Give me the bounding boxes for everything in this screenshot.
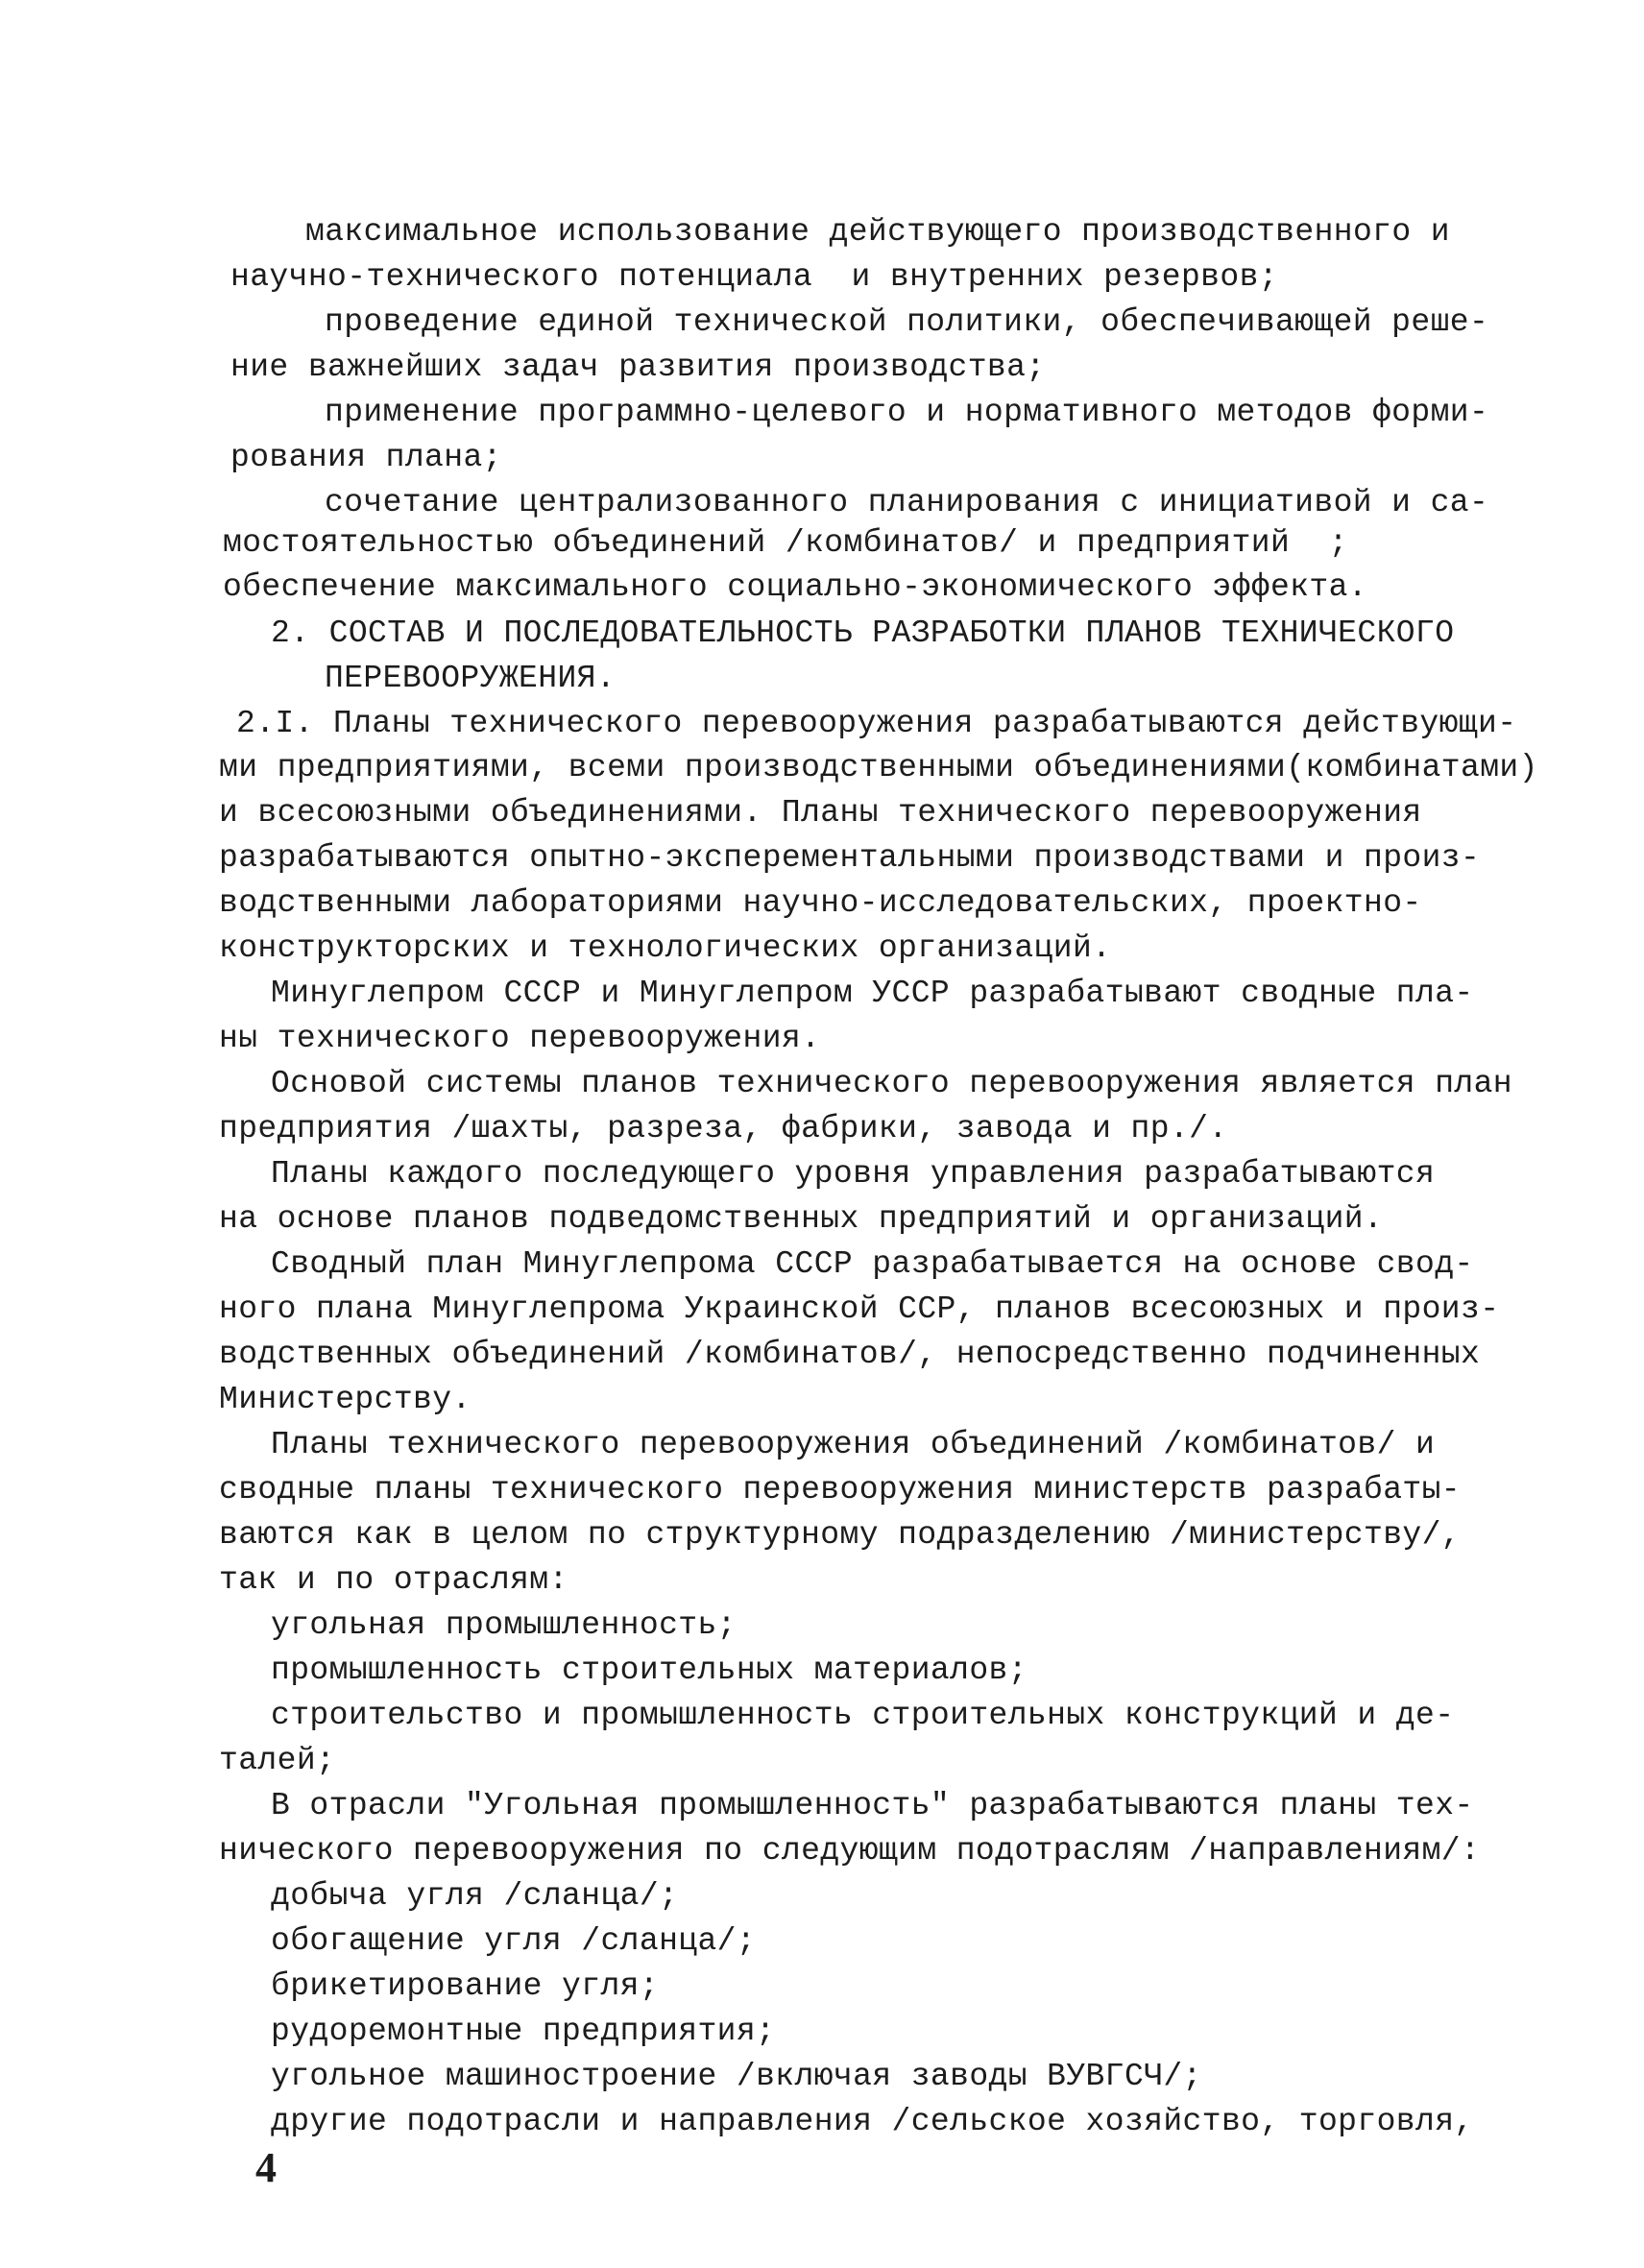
page-number: 4 bbox=[255, 2144, 277, 2191]
text-line: рования плана; bbox=[230, 440, 502, 475]
list-item: добыча угля /сланца/; bbox=[271, 1878, 679, 1914]
list-item: рудоремонтные предприятия; bbox=[271, 2014, 776, 2049]
text-line: максимальное использование действующего производственного и bbox=[305, 214, 1450, 250]
text-line: Сводный план Минуглепрома СССР разрабатывается на основе свод- bbox=[271, 1246, 1474, 1282]
text-line: нического перевооружения по следующим подотраслям /направлениям/: bbox=[219, 1833, 1481, 1869]
list-item: промышленность строительных материалов; bbox=[271, 1653, 1028, 1688]
text-line: сводные планы технического перевооружения министерств разрабаты- bbox=[219, 1472, 1462, 1508]
list-item: угольная промышленность; bbox=[271, 1607, 737, 1643]
text-line: Министерству. bbox=[219, 1382, 471, 1417]
text-line: разрабатываются опытно-эксперементальными производствами и произ- bbox=[219, 840, 1481, 876]
list-item: брикетирование угля; bbox=[271, 1968, 660, 2004]
text-line: ми предприятиями, всеми производственными объединениями(комбинатами) bbox=[219, 750, 1538, 785]
text-line: водственными лабораториями научно-исследовательских, проектно- bbox=[219, 885, 1422, 921]
text-line: проведение единой технической политики, обеспечивающей реше- bbox=[325, 304, 1489, 340]
text-line: В отрасли "Угольная промышленность" разрабатываются планы тех- bbox=[271, 1788, 1474, 1823]
text-line: так и по отраслям: bbox=[219, 1562, 568, 1598]
list-item: угольное машиностроение /включая заводы ВУВГСЧ/; bbox=[271, 2059, 1202, 2094]
list-item: строительство и промышленность строительных конструкций и де- bbox=[271, 1698, 1455, 1733]
text-line: научно-технического потенциала и внутренних резервов; bbox=[230, 259, 1278, 295]
text-line: предприятия /шахты, разреза, фабрики, завода и пр./. bbox=[219, 1111, 1228, 1146]
text-line: конструкторских и технологических организаций. bbox=[219, 930, 1112, 966]
text-line: и всесоюзными объединениями. Планы технического перевооружения bbox=[219, 795, 1422, 831]
list-item: другие подотрасли и направления /сельское хозяйство, торговля, bbox=[271, 2104, 1474, 2139]
text-line: Планы технического перевооружения объединений /комбинатов/ и bbox=[271, 1427, 1436, 1462]
text-line: сочетание централизованного планирования с инициативой и са- bbox=[325, 485, 1489, 520]
text-line: ние важнейших задач развития производства; bbox=[230, 350, 1046, 385]
text-line: применение программно-целевого и нормативного методов форми- bbox=[325, 395, 1489, 430]
text-line: Основой системы планов технического перевооружения является план bbox=[271, 1066, 1513, 1101]
list-item: талей; bbox=[219, 1743, 336, 1778]
text-line: мостоятельностью объединений /комбинатов/ и предприятий ; bbox=[223, 525, 1348, 561]
list-item: обогащение угля /сланца/; bbox=[271, 1923, 757, 1959]
section-heading: ПЕРЕВООРУЖЕНИЯ. bbox=[325, 661, 616, 696]
text-line: ваются как в целом по структурному подразделению /министерству/, bbox=[219, 1517, 1462, 1553]
text-line: ны технического перевооружения. bbox=[219, 1021, 821, 1056]
section-heading: 2. СОСТАВ И ПОСЛЕДОВАТЕЛЬНОСТЬ РАЗРАБОТКИ ПЛАНОВ ТЕХНИЧЕСКОГО bbox=[271, 615, 1455, 651]
text-line: водственных объединений /комбинатов/, непосредственно подчиненных bbox=[219, 1337, 1481, 1372]
text-line: 2.I. Планы технического перевооружения разрабатываются действующи- bbox=[236, 706, 1517, 741]
text-line: обеспечение максимального социально-экономического эффекта. bbox=[223, 569, 1367, 605]
text-line: Минуглепром СССР и Минуглепром УССР разрабатывают сводные пла- bbox=[271, 976, 1474, 1011]
text-line: Планы каждого последующего уровня управления разрабатываются bbox=[271, 1156, 1436, 1192]
text-line: на основе планов подведомственных предприятий и организаций. bbox=[219, 1201, 1384, 1237]
text-line: ного плана Минуглепрома Украинской ССР, планов всесоюзных и произ- bbox=[219, 1291, 1500, 1327]
